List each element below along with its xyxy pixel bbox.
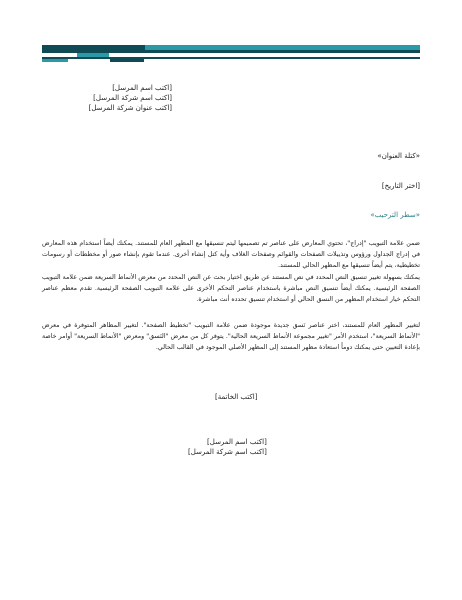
signature-name[interactable]: [اكتب اسم المرسل] (207, 438, 267, 446)
sender-company[interactable]: [اكتب اسم شركة المرسل] (93, 94, 172, 102)
header-bar-low-mid (110, 59, 144, 62)
address-block-field[interactable]: «كتلة العنوان» (377, 152, 420, 160)
body-paragraph-2[interactable]: يمكنك بسهولة تغيير تنسيق النص المحدد في نص المستند عن طريق اختيار بحث عن النص المحدد من معرض الأنماط السريعة ضمن علامة التبويب الصفحة الرئيسية. يمكنك أيضاً تنسيق النص مباشرة باستخدام عناصر التحكم الأخرى على علامة التبويب الصفحة الرئيسية. تقدم معظم عناصر التحكم خيار استخدام المظهر من النسق الحالي أو استخدام تنسيق تحدده أنت مباشرة. (42, 274, 420, 303)
sender-name[interactable]: [اكتب اسم المرسل] (112, 84, 172, 92)
salutation-field[interactable]: «سطر الترحيب» (370, 211, 420, 219)
signature-block (188, 437, 267, 457)
body-paragraph-3[interactable]: لتغيير المظهر العام للمستند، اختر عناصر نَسق جديدة موجودة ضمن علامة التبويب "تخطيط الصفحة". لتغيير المظاهر المتوفرة في معرض "الأنماط السريعة"، استخدم الأمر "تغيير مجموعة الأنماط السريعة الحالية". يتوفر كل من معرض "النَسق" ومعرض "الأنماط السريعة" أوامر خاصة بإعادة التعيين حتى يمكنك دوماً استعادة مظهر المستند إلى المظهر الأصلي الموجود في القالب الحالي. (42, 322, 420, 351)
body-paragraph-1[interactable]: ضمن علامة التبويب "إدراج"، تحتوي المعارض على عناصر تم تصميمها ليتم تنسيقها مع المظهر العام للمستند. يمكنك أيضاً استخدام هذه المعارض في إدراج الجداول ورؤوس وتذييلات الصفحات والقوائم وصفحات الغلاف وأية كتل إنشاء أخرى. عندما تقوم بإنشاء صور أو مخططات أو رسومات تخطيطية، يتم أيضاً تنسيقها مع المظهر الحالي للمستند. (42, 240, 420, 269)
date-picker-field[interactable]: [اختر التاريخ] (381, 182, 420, 190)
sender-address[interactable]: [اكتب عنوان شركة المرسل] (88, 104, 172, 112)
header-bar-low (42, 57, 420, 59)
header-bar-low-left (42, 59, 68, 62)
signature-company[interactable]: [اكتب اسم شركة المرسل] (188, 448, 267, 456)
closing-field[interactable]: [اكتب الخاتمة] (215, 393, 258, 401)
sender-block (89, 83, 172, 113)
